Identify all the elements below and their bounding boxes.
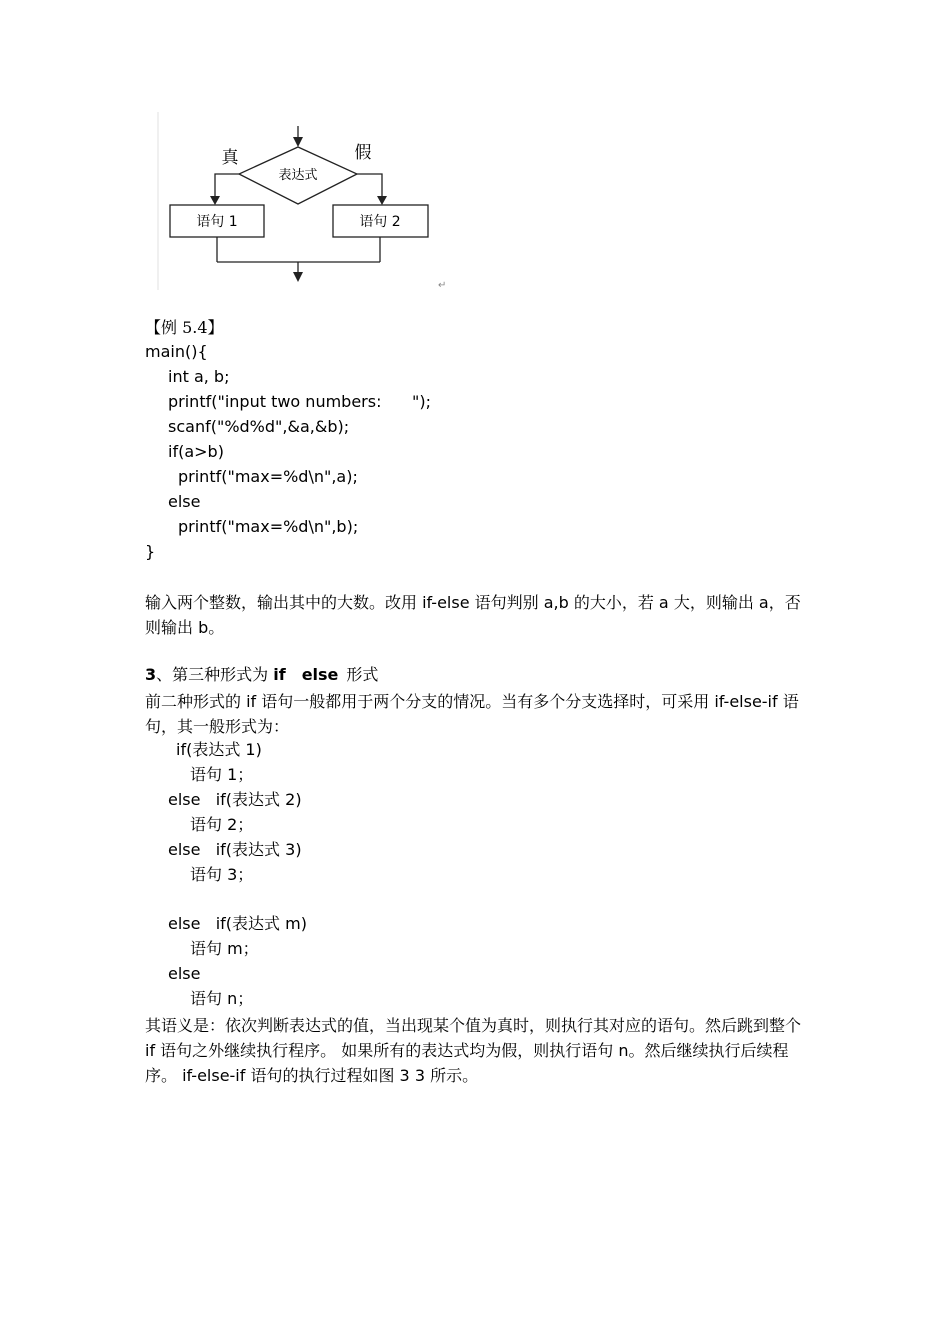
true-branch-line [215, 174, 239, 198]
section-keyword-else: else [301, 665, 339, 684]
paragraph-mark-icon: ↵ [438, 280, 447, 291]
form-line: 语句 3； [190, 865, 254, 884]
form-line: 语句 m； [190, 939, 259, 958]
code-line: int a, b; [168, 367, 230, 386]
true-label: 真 [221, 148, 239, 168]
form-line: else [168, 964, 201, 983]
code-line: if(a>b) [168, 442, 224, 461]
code-line: printf("max=%d\n",a); [178, 467, 358, 486]
form-line: 语句 n； [190, 989, 254, 1008]
statement2-label: 语句 2 [359, 214, 401, 230]
form-line: else if(表达式 2) [168, 790, 302, 809]
form-line: 语句 2； [190, 815, 254, 834]
entry-arrow-head [293, 137, 303, 147]
code-line: else [168, 492, 201, 511]
section-heading [145, 662, 378, 687]
form-line: if(表达式 1) [176, 740, 262, 759]
true-branch-arrow [210, 196, 220, 205]
code-line: printf("max=%d\n",b); [178, 517, 359, 536]
form-line: else if(表达式 3) [168, 840, 302, 859]
code-line: } [145, 542, 156, 561]
false-label: 假 [354, 143, 372, 163]
code-line: main(){ [145, 342, 208, 361]
if-else-flowchart [155, 112, 455, 294]
statement1-label: 语句 1 [196, 214, 238, 230]
section-title-pre: 、第三种形式为 [156, 665, 274, 684]
form-line: 语句 1； [190, 765, 254, 784]
section-keyword-if: if [273, 665, 286, 684]
false-branch-arrow [377, 196, 387, 205]
section-title-post: 形式 [346, 665, 379, 684]
false-branch-line [357, 174, 382, 198]
example-description: 输入两个整数，输出其中的大数。改用 if-else 语句判别 a,b 的大小，若 a 大，则输出 a，否则输出 b。 [145, 593, 801, 637]
code-line: printf("input two numbers: "); [168, 392, 431, 411]
form-line: else if(表达式 m) [168, 914, 307, 933]
condition-label: 表达式 [278, 168, 318, 183]
example-title: 【例 5.4】 [145, 318, 224, 337]
section-intro: 前二种形式的 if 语句一般都用于两个分支的情况。当有多个分支选择时，可采用 if-else-if 语句，其一般形式为： [145, 692, 799, 736]
code-line: scanf("%d%d",&a,&b); [168, 417, 350, 436]
semantic-paragraph: 其语义是：依次判断表达式的值，当出现某个值为真时，则执行其对应的语句。然后跳到整个 if 语句之外继续执行程序。 如果所有的表达式均为假，则执行语句 n。然后继续执行后续程序。 if-else-if 语句的执行过程如图 3 3 所示。 [145, 1016, 802, 1085]
section-number: 3 [145, 665, 157, 684]
exit-arrow-head [293, 272, 303, 282]
